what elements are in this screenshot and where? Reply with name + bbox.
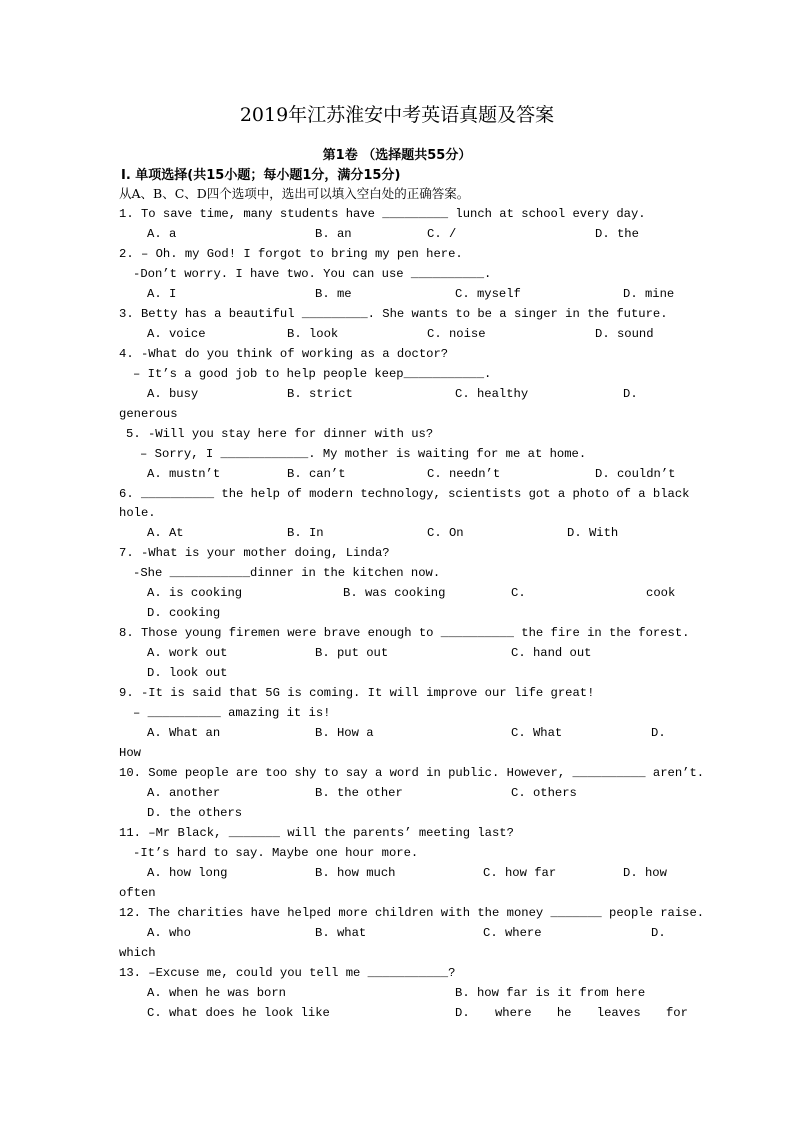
- q4-reply: – It’s a good job to help people keep___________.: [133, 367, 492, 381]
- q5-stem: 5. -Will you stay here for dinner with us?: [126, 427, 434, 441]
- q7-option-b: B. was cooking: [343, 586, 446, 600]
- q9-option-d: D.: [651, 726, 666, 740]
- q12-stem: 12. The charities have helped more children with the money _______ people raise.: [119, 906, 705, 920]
- q9-option-c: C. What: [511, 726, 563, 740]
- q6-stem: 6. __________ the help of modern technology, scientists got a photo of a black: [119, 487, 690, 501]
- q2-reply: -Don’t worry. I have two. You can use __________.: [133, 267, 492, 281]
- q3-option-c: C. noise: [427, 327, 486, 341]
- q9-option-d-cont: How: [119, 746, 141, 760]
- q12-option-c: C. where: [483, 926, 542, 940]
- q7-option-a: A. is cooking: [147, 586, 243, 600]
- q5-reply: – Sorry, I ____________. My mother is waiting for me at home.: [140, 447, 587, 461]
- q6-option-b: B. In: [287, 526, 324, 540]
- q9-stem: 9. -It is said that 5G is coming. It will improve our life great!: [119, 686, 595, 700]
- q1-option-b: B. an: [315, 227, 352, 241]
- q8-stem: 8. Those young firemen were brave enough to __________ the fire in the forest.: [119, 626, 690, 640]
- q1-option-c: C. /: [427, 227, 457, 241]
- q5-option-d: D. couldn’t: [595, 467, 676, 481]
- q6-option-a: A. At: [147, 526, 184, 540]
- q6-option-d: D. With: [567, 526, 619, 540]
- q10-option-a: A. another: [147, 786, 221, 800]
- q11-option-b: B. how much: [315, 866, 396, 880]
- q7-option-c: C.: [511, 586, 526, 600]
- q9-reply: – __________ amazing it is!: [133, 706, 331, 720]
- q12-option-d-cont: which: [119, 946, 156, 960]
- q2-option-d: D. mine: [623, 287, 675, 301]
- q11-option-d-cont: often: [119, 886, 156, 900]
- q10-option-c: C. others: [511, 786, 577, 800]
- q10-option-d: D. the others: [147, 806, 243, 820]
- q12-option-d: D.: [651, 926, 666, 940]
- q13-option-a: A. when he was born: [147, 986, 286, 1000]
- q13-stem: 13. –Excuse me, could you tell me ___________?: [119, 966, 456, 980]
- q13-option-b: B. how far is it from here: [455, 986, 646, 1000]
- q8-option-c: C. hand out: [511, 646, 592, 660]
- q7-stem: 7. -What is your mother doing, Linda?: [119, 546, 390, 560]
- q4-option-b: B. strict: [287, 387, 353, 401]
- q2-option-a: A. I: [147, 287, 177, 301]
- q12-option-b: B. what: [315, 926, 367, 940]
- q9-option-b: B. How a: [315, 726, 374, 740]
- q7-option-d: D. cooking: [147, 606, 221, 620]
- q4-option-a: A. busy: [147, 387, 199, 401]
- q2-option-c: C. myself: [455, 287, 521, 301]
- q1-option-d: D. the: [595, 227, 639, 241]
- q5-option-c: C. needn’t: [427, 467, 501, 481]
- q11-stem: 11. –Mr Black, _______ will the parents’ meeting last?: [119, 826, 514, 840]
- q6-stem-cont: hole.: [119, 506, 156, 520]
- q10-stem: 10. Some people are too shy to say a word in public. However, __________ aren’t.: [119, 766, 705, 780]
- q10-option-b: B. the other: [315, 786, 403, 800]
- q11-reply: -It’s hard to say. Maybe one hour more.: [133, 846, 419, 860]
- q3-option-a: A. voice: [147, 327, 206, 341]
- q4-option-d-cont: generous: [119, 407, 178, 421]
- q4-option-d: D.: [623, 387, 638, 401]
- q11-option-a: A. how long: [147, 866, 228, 880]
- document-title: 2019年江苏淮安中考英语真题及答案: [239, 104, 555, 126]
- q13-option-c: C. what does he look like: [147, 1006, 330, 1020]
- instructions: 从A、B、C、D四个选项中，选出可以填入空白处的正确答案。: [119, 186, 470, 201]
- q1-stem: 1. To save time, many students have _________ lunch at school every day.: [119, 207, 646, 221]
- section-heading: Ⅰ. 单项选择(共15小题；每小题1分，满分15分): [121, 168, 401, 183]
- q11-option-d: D. how: [623, 866, 667, 880]
- part-title: 第1卷 （选择题共55分）: [322, 148, 472, 163]
- q8-option-a: A. work out: [147, 646, 228, 660]
- q3-option-d: D. sound: [595, 327, 654, 341]
- q2-option-b: B. me: [315, 287, 352, 301]
- q4-stem: 4. -What do you think of working as a doctor?: [119, 347, 449, 361]
- q1-option-a: A. a: [147, 227, 177, 241]
- q11-option-c: C. how far: [483, 866, 557, 880]
- q8-option-b: B. put out: [315, 646, 389, 660]
- q5-option-a: A. mustn’t: [147, 467, 221, 481]
- q4-option-c: C. healthy: [455, 387, 529, 401]
- q5-option-b: B. can’t: [287, 467, 346, 481]
- q2-stem: 2. – Oh. my God! I forgot to bring my pen here.: [119, 247, 463, 261]
- q7-reply: -She ___________dinner in the kitchen now.: [133, 566, 441, 580]
- q12-option-a: A. who: [147, 926, 191, 940]
- q3-stem: 3. Betty has a beautiful _________. She wants to be a singer in the future.: [119, 307, 668, 321]
- q9-option-a: A. What an: [147, 726, 221, 740]
- q6-option-c: C. On: [427, 526, 464, 540]
- q3-option-b: B. look: [287, 327, 339, 341]
- q7-option-c-word: cook: [646, 586, 676, 600]
- q8-option-d: D. look out: [147, 666, 228, 680]
- q13-option-d: D. where he leaves for: [455, 1006, 688, 1020]
